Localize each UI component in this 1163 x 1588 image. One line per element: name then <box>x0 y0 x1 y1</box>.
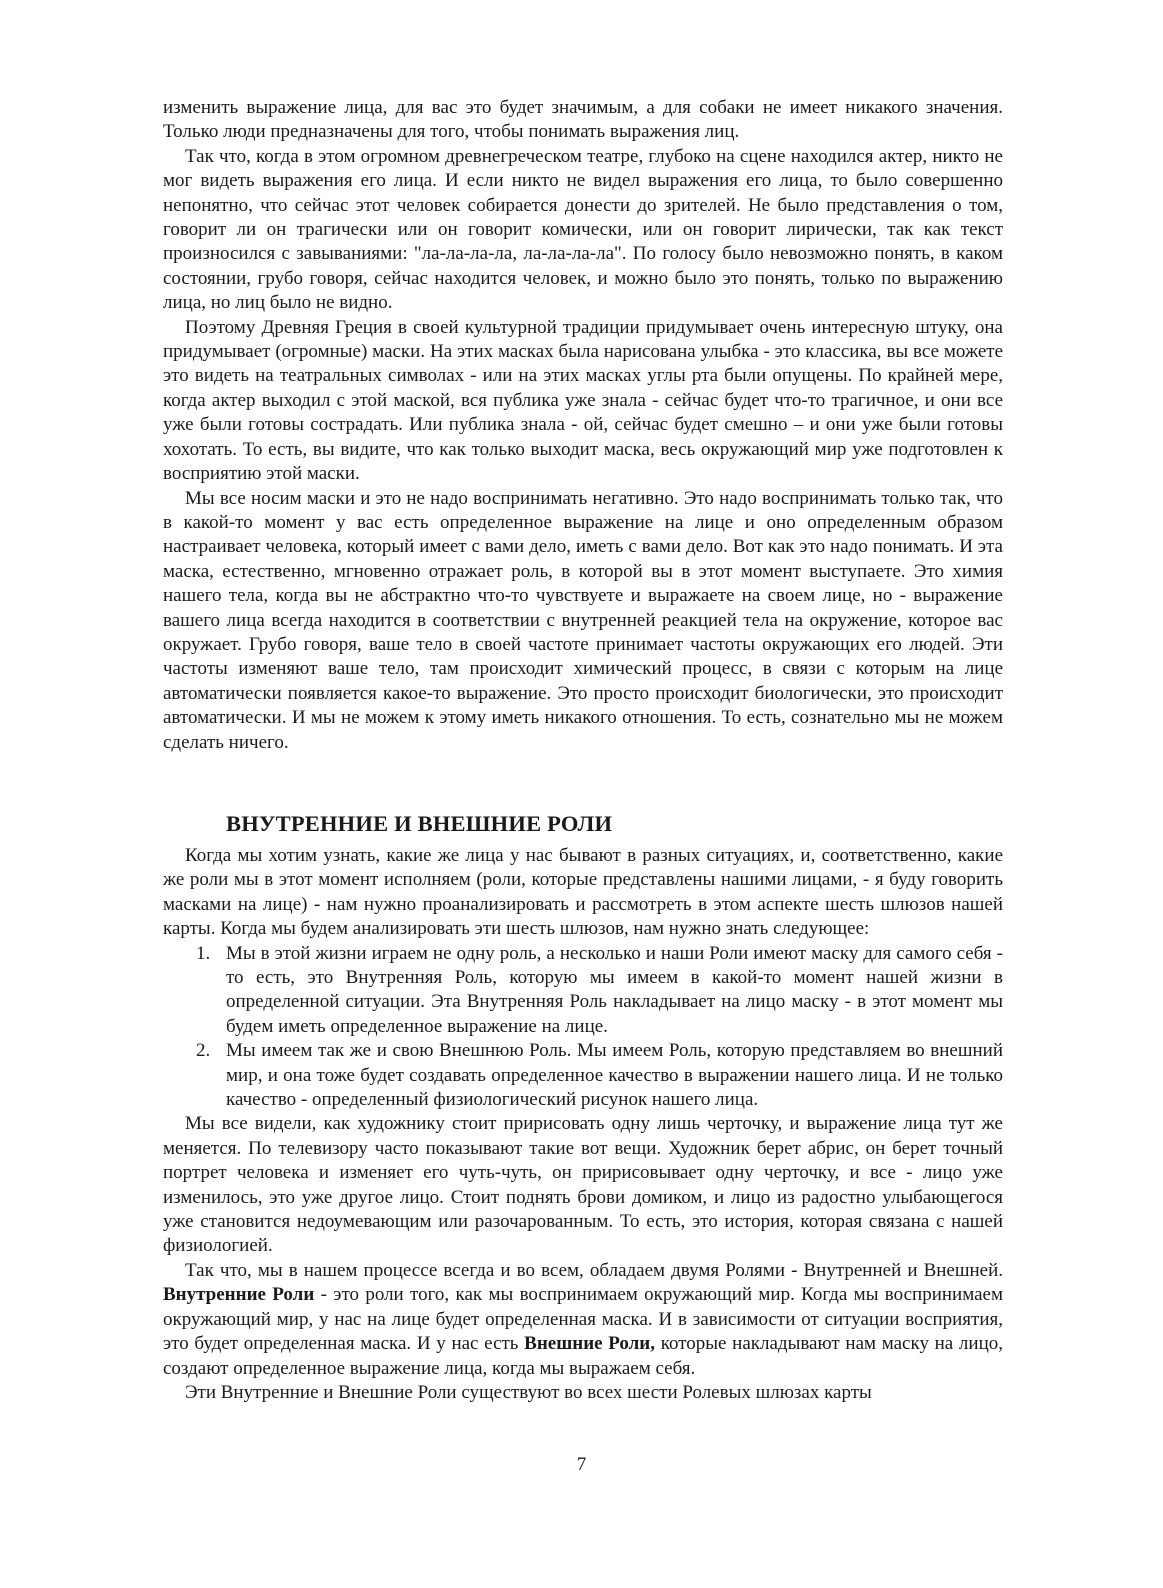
list-item <box>163 1039 1003 1112</box>
list-item-text: Мы имеем так же и свою Внешнюю Роль. Мы имеем Роль, которую представляем во внешний мир, и она тоже будет создавать определенное качество в выражении нашего лица. И не только качество - определенный физиологический рисунок нашего лица. <box>226 1040 1003 1111</box>
numbered-list <box>163 942 1003 1113</box>
paragraph-last-line: Эти Внутренние и Внешние Роли существуют во всех шести Ролевых шлюзах карты <box>185 1381 872 1403</box>
list-item-text: Мы в этой жизни играем не одну роль, а несколько и наши Роли имеют маску для самого себя - то есть, это Внутренняя Роль, которую мы имеем в какой-то момент нашей жизни в определенной ситуации. Эта Внутренняя Роль накладывает на лицо маску - в этот момент мы будем иметь определенное выражение на лице. <box>226 942 1003 1037</box>
paragraph-continued: изменить выражение лица, для вас это будет значимым, а для собаки не имеет никакого значения. Только люди предназначены для того, чтобы понимать выражения лиц. <box>163 97 1003 143</box>
paragraph-artist: Мы все видели, как художнику стоит пририсовать одну лишь черточку, и выражение лица тут же меняется. По телевизору часто показывают такие вот вещи. Художник берет абрис, он берет точный портрет человека и изменяет его чуть-чуть, он пририсовывает одну черточку, и все - лицо уже изменилось, это уже другое лицо. Стоит поднять брови домиком, и лицо из радостно улыбающегося уже становится недоумевающим или разочарованным. То есть, это история, которая связана с нашей физиологией. <box>163 1113 1003 1257</box>
list-item <box>163 942 1003 1040</box>
paragraph-we-wear-masks: Мы все носим маски и это не надо воспринимать негативно. Это надо воспринимать только так, что в какой-то момент у вас есть определенное выражение на лице и оно определенным образом настраивает человека, который имеет с вами дело, иметь с вами дело. Вот как это надо понимать. И эта маска, естественно, мгновенно отражает роль, в которой вы в этот момент выступаете. Это химия нашего тела, когда вы не абстрактно что-то чувствуете и выражаете на своем лице, но - выражение вашего лица всегда находится в соответствии с внутренней реакцией тела на окружение, которое вас окружает. Грубо говоря, ваше тело в своей частоте принимает частоты окружающих его людей. Эти частоты изменяют ваше тело, там происходит химический процесс, в связи с которым на лице автоматически появляется какое-то выражение. Это просто происходит биологически, это происходит автоматически. И мы не можем к этому иметь никакого отношения. То есть, сознательно мы не можем сделать ничего. <box>163 487 1003 753</box>
text-run: Так что, мы в нашем процессе всегда и во всем, обладаем двумя Ролями - Внутренней и Внешней. <box>185 1259 1003 1281</box>
section-heading: ВНУТРЕННИЕ И ВНЕШНИЕ РОЛИ <box>226 810 613 836</box>
bold-term-outer-roles: Внешние Роли, <box>524 1333 656 1355</box>
page-number: 7 <box>576 1454 587 1475</box>
page-body <box>163 96 1003 1405</box>
paragraph-greek-theatre: Так что, когда в этом огромном древнегреческом театре, глубоко на сцене находился актер, никто не мог видеть выражения его лица. И если никто не видел выражения его лица, то было совершенно непонятно, что сейчас этот человек собирается донести до зрителей. Не было представления о том, говорит ли он трагически или он говорит комически, или он говорит лирически, так как текст произносился с завываниями: "ла-ла-ла-ла, ла-ла-ла-ла". По голосу было невозможно понять, в каком состоянии, грубо говоря, сейчас находится человек, и можно было это понять, только по выражению лица, но лиц было не видно. <box>163 145 1003 314</box>
paragraph-intro: Когда мы хотим узнать, какие же лица у нас бывают в разных ситуациях, и, соответственно, какие же роли мы в этот момент исполняем (роли, которые представлены нашими лицами, - я буду говорить масками на лице) - нам нужно проанализировать и рассмотреть в этом аспекте шесть шлюзов нашей карты. Когда мы будем анализировать эти шесть шлюзов, нам нужно знать следующее: <box>163 844 1003 940</box>
paragraph-two-roles <box>163 1259 1003 1381</box>
text-run: которые накладывают нам маску на лицо, создают определенное выражение лица, когда мы выражаем себя. <box>163 1333 1003 1379</box>
text-run: - это роли того, как мы воспринимаем окружающий мир. Когда мы воспринимаем окружающий мир, у нас на лице будет определенная маска. И в зависимости от ситуации восприятия, это будет определенная маска. И у нас есть <box>163 1284 1004 1355</box>
list-marker: 1. <box>196 942 211 964</box>
list-marker: 2. <box>196 1040 211 1062</box>
bold-term-inner-roles: Внутренние Роли <box>163 1284 315 1306</box>
paragraph-greek-masks: Поэтому Древняя Греция в своей культурной традиции придумывает очень интересную штуку, она придумывает (огромные) маски. На этих масках была нарисована улыбка - это классика, вы все можете это видеть на театральных символах - или на этих масках углы рта были опущены. По крайней мере, когда актер выходил с этой маской, вся публика уже знала - сейчас будет что-то трагичное, и они все уже были готовы сострадать. Или публика знала - ой, сейчас будет смешно – и они уже были готовы хохотать. То есть, вы видите, что как только выходит маска, весь окружающий мир уже подготовлен к восприятию этой маски. <box>163 316 1003 485</box>
